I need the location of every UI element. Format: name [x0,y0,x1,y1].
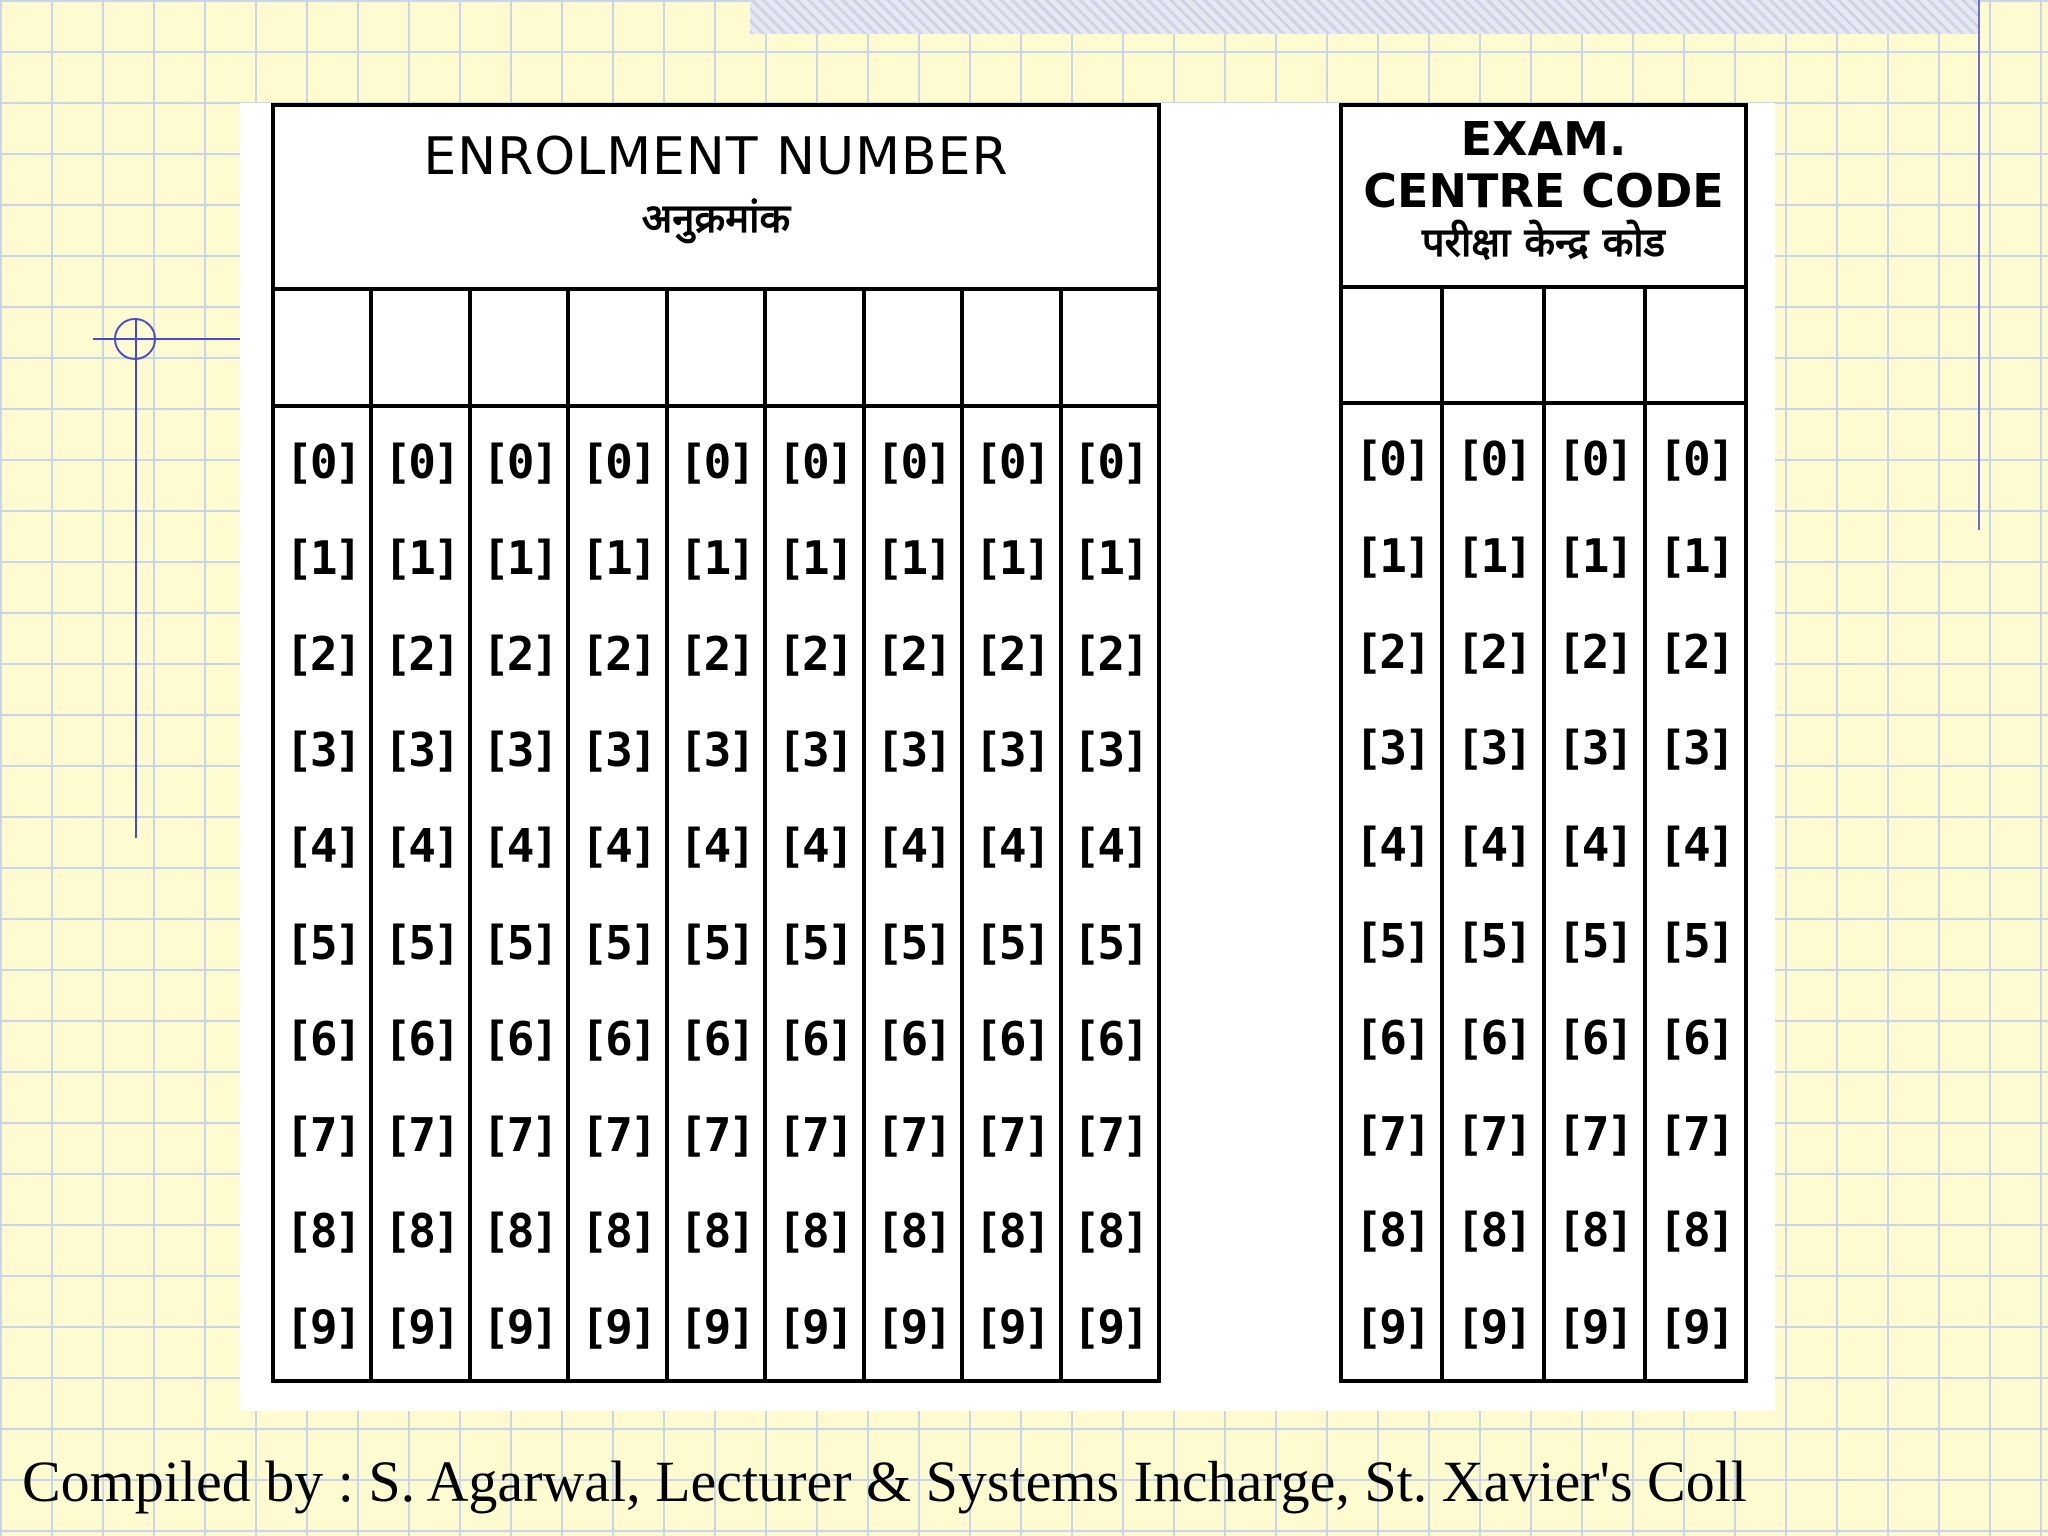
enrolment-digit-bubble[interactable]: [7] [285,1107,360,1162]
enrolment-digit-bubble[interactable]: [3] [974,723,1049,778]
enrolment-digit-bubble[interactable]: [1] [1072,531,1147,586]
enrolment-bubble-column [866,408,964,1379]
centre-entry-box[interactable] [1343,289,1444,401]
enrolment-digit-bubble[interactable]: [8] [875,1203,950,1258]
enrolment-digit-bubble[interactable]: [5] [1072,915,1147,970]
enrolment-digit-bubble[interactable]: [6] [1072,1011,1147,1066]
centre-digit-bubble[interactable]: [9] [1455,1299,1530,1354]
centre-digit-bubble[interactable]: [9] [1557,1299,1632,1354]
enrolment-digit-bubble[interactable]: [5] [875,915,950,970]
enrolment-digit-bubble[interactable]: [3] [383,723,458,778]
enrolment-digit-bubble[interactable]: [2] [974,627,1049,682]
enrolment-digit-bubble[interactable]: [4] [383,819,458,874]
enrolment-digit-bubble[interactable]: [8] [580,1203,655,1258]
enrolment-digit-bubble[interactable]: [1] [974,531,1049,586]
crosshair-vertical [135,318,137,838]
enrolment-entry-box[interactable] [669,291,767,404]
centre-digit-bubble[interactable]: [4] [1354,817,1429,872]
omr-sheet-image [240,103,1775,1411]
enrolment-number-block [271,103,1161,1383]
enrolment-digit-bubble[interactable]: [0] [875,435,950,490]
enrolment-digit-bubble[interactable]: [4] [974,819,1049,874]
enrolment-digit-bubble[interactable]: [1] [777,531,852,586]
enrolment-entry-box[interactable] [964,291,1062,404]
enrolment-entry-box[interactable] [570,291,668,404]
enrolment-bubble-column [1063,408,1157,1379]
enrolment-bubble-column [767,408,865,1379]
centre-digit-bubble[interactable]: [0] [1354,432,1429,487]
enrolment-digit-bubble[interactable]: [3] [777,723,852,778]
enrolment-digit-bubble[interactable]: [6] [383,1011,458,1066]
centre-entry-box[interactable] [1444,289,1545,401]
centre-digit-bubble[interactable]: [7] [1354,1106,1429,1161]
enrolment-digit-bubble[interactable]: [8] [678,1203,754,1258]
centre-digit-bubble[interactable]: [1] [1354,528,1429,583]
centre-digit-bubble[interactable]: [3] [1354,721,1429,776]
centre-digit-bubble[interactable]: [0] [1455,432,1530,487]
centre-digit-bubble[interactable]: [9] [1658,1299,1733,1354]
enrolment-digit-bubble[interactable]: [8] [285,1203,360,1258]
enrolment-digit-bubble[interactable]: [2] [383,627,458,682]
enrolment-digit-bubble[interactable]: [9] [285,1299,360,1354]
centre-digit-bubble[interactable]: [5] [1455,914,1530,969]
enrolment-digit-bubble[interactable]: [8] [974,1203,1049,1258]
centre-digit-bubble[interactable]: [5] [1354,914,1429,969]
enrolment-digit-bubble[interactable]: [0] [580,435,655,490]
enrolment-digit-bubble[interactable]: [3] [875,723,950,778]
enrolment-digit-bubble[interactable]: [3] [1072,723,1147,778]
enrolment-entry-box[interactable] [275,291,373,404]
enrolment-title-hindi: अनुक्रमांक [641,196,791,242]
enrolment-digit-bubble[interactable]: [9] [482,1299,557,1354]
enrolment-digit-bubble[interactable]: [3] [285,723,360,778]
centre-digit-bubble[interactable]: [3] [1455,721,1530,776]
enrolment-digit-bubble[interactable]: [6] [482,1011,557,1066]
enrolment-entry-box[interactable] [767,291,865,404]
enrolment-title: ENROLMENT NUMBER [423,127,1009,187]
enrolment-digit-bubble[interactable]: [7] [974,1107,1049,1162]
centre-digit-bubble[interactable]: [2] [1455,624,1530,679]
centre-digit-bubble[interactable]: [0] [1658,432,1733,487]
enrolment-digit-bubble[interactable]: [7] [383,1107,458,1162]
enrolment-entry-box[interactable] [472,291,570,404]
centre-digit-bubble[interactable]: [0] [1557,432,1632,487]
enrolment-digit-bubble[interactable]: [7] [580,1107,655,1162]
enrolment-digit-bubble[interactable]: [0] [383,435,458,490]
centre-digit-bubble[interactable]: [6] [1658,1010,1733,1065]
enrolment-entry-box[interactable] [1063,291,1157,404]
enrolment-bubble-column [472,408,570,1379]
centre-digit-bubble[interactable]: [4] [1455,817,1530,872]
centre-code-block [1339,103,1748,1383]
enrolment-bubble-column [373,408,471,1379]
enrolment-digit-bubble[interactable]: [7] [1072,1107,1147,1162]
enrolment-digit-bubble[interactable]: [5] [482,915,557,970]
centre-digit-bubble[interactable]: [6] [1455,1010,1530,1065]
centre-digit-bubble[interactable]: [7] [1557,1106,1632,1161]
enrolment-digit-bubble[interactable]: [0] [777,435,852,490]
centre-bubble-column [1647,405,1744,1379]
enrolment-digit-bubble[interactable]: [7] [482,1107,557,1162]
centre-digit-bubble[interactable]: [4] [1557,817,1632,872]
enrolment-digit-bubble[interactable]: [2] [1072,627,1147,682]
centre-digit-bubble[interactable]: [1] [1455,528,1530,583]
enrolment-digit-bubble[interactable]: [5] [383,915,458,970]
enrolment-digit-bubble[interactable]: [6] [678,1011,754,1066]
centre-digit-bubble[interactable]: [2] [1658,624,1733,679]
enrolment-entry-box[interactable] [866,291,964,404]
enrolment-digit-bubble[interactable]: [4] [1072,819,1147,874]
enrolment-digit-bubble[interactable]: [1] [383,531,458,586]
enrolment-digit-bubble[interactable]: [3] [580,723,655,778]
enrolment-digit-bubble[interactable]: [0] [974,435,1049,490]
centre-digit-bubble[interactable]: [6] [1557,1010,1632,1065]
enrolment-digit-bubble[interactable]: [4] [580,819,655,874]
centre-digit-bubble[interactable]: [8] [1354,1203,1429,1258]
enrolment-entry-boxes [275,291,1157,408]
centre-digit-bubble[interactable]: [8] [1557,1203,1632,1258]
centre-digit-bubble[interactable]: [2] [1354,624,1429,679]
enrolment-digit-bubble[interactable]: [5] [285,915,360,970]
enrolment-digit-bubble[interactable]: [5] [777,915,852,970]
centre-header [1343,107,1744,289]
centre-digit-bubble[interactable]: [9] [1354,1299,1429,1354]
enrolment-digit-bubble[interactable]: [8] [1072,1203,1147,1258]
enrolment-digit-bubble[interactable]: [9] [1072,1299,1147,1354]
centre-digit-bubble[interactable]: [7] [1455,1106,1530,1161]
enrolment-digit-bubble[interactable]: [8] [482,1203,557,1258]
enrolment-digit-bubble[interactable]: [9] [580,1299,655,1354]
enrolment-digit-bubble[interactable]: [4] [678,819,754,874]
enrolment-digit-bubble[interactable]: [9] [974,1299,1049,1354]
enrolment-digit-bubble[interactable]: [2] [285,627,360,682]
enrolment-digit-bubble[interactable]: [6] [875,1011,950,1066]
enrolment-digit-bubble[interactable]: [9] [383,1299,458,1354]
enrolment-digit-bubble[interactable]: [0] [678,435,754,490]
enrolment-digit-bubble[interactable]: [6] [580,1011,655,1066]
centre-digit-bubble[interactable]: [5] [1658,914,1733,969]
centre-digit-bubble[interactable]: [8] [1658,1203,1733,1258]
centre-title-hindi: परीक्षा केन्द्र कोड [1421,220,1666,266]
enrolment-digit-bubble[interactable]: [9] [875,1299,950,1354]
enrolment-digit-bubble[interactable]: [1] [678,531,754,586]
enrolment-entry-box[interactable] [373,291,471,404]
enrolment-digit-bubble[interactable]: [4] [285,819,360,874]
enrolment-bubble-grid [275,408,1157,1379]
decorative-vertical-line [1978,0,1980,530]
enrolment-digit-bubble[interactable]: [1] [875,531,950,586]
enrolment-digit-bubble[interactable]: [2] [678,627,754,682]
enrolment-digit-bubble[interactable]: [6] [285,1011,360,1066]
enrolment-digit-bubble[interactable]: [2] [875,627,950,682]
enrolment-digit-bubble[interactable]: [2] [482,627,557,682]
enrolment-digit-bubble[interactable]: [0] [482,435,557,490]
enrolment-digit-bubble[interactable]: [7] [875,1107,950,1162]
crosshair-circle-icon [114,318,156,360]
centre-digit-bubble[interactable]: [7] [1658,1106,1733,1161]
enrolment-digit-bubble[interactable]: [6] [777,1011,852,1066]
centre-digit-bubble[interactable]: [4] [1658,817,1733,872]
enrolment-bubble-column [669,408,767,1379]
centre-entry-box[interactable] [1546,289,1647,401]
enrolment-digit-bubble[interactable]: [7] [678,1107,754,1162]
enrolment-digit-bubble[interactable]: [1] [580,531,655,586]
enrolment-digit-bubble[interactable]: [1] [285,531,360,586]
centre-bubble-column [1546,405,1647,1379]
centre-bubble-column [1444,405,1545,1379]
centre-entry-boxes [1343,289,1744,405]
enrolment-bubble-column [964,408,1062,1379]
enrolment-digit-bubble[interactable]: [4] [777,819,852,874]
enrolment-digit-bubble[interactable]: [4] [482,819,557,874]
footer-credit: Compiled by : S. Agarwal, Lecturer & Systems Incharge, St. Xavier's Coll [22,1449,1747,1514]
enrolment-header [275,107,1157,291]
centre-bubble-column [1343,405,1444,1379]
enrolment-digit-bubble[interactable]: [3] [678,723,754,778]
enrolment-digit-bubble[interactable]: [6] [974,1011,1049,1066]
enrolment-digit-bubble[interactable]: [9] [678,1299,754,1354]
centre-digit-bubble[interactable]: [3] [1658,721,1733,776]
enrolment-digit-bubble[interactable]: [7] [777,1107,852,1162]
enrolment-bubble-column [275,408,373,1379]
centre-digit-bubble[interactable]: [1] [1557,528,1632,583]
centre-digit-bubble[interactable]: [8] [1455,1203,1530,1258]
enrolment-digit-bubble[interactable]: [5] [580,915,655,970]
enrolment-digit-bubble[interactable]: [9] [777,1299,852,1354]
enrolment-digit-bubble[interactable]: [4] [875,819,950,874]
enrolment-digit-bubble[interactable]: [0] [1072,435,1147,490]
centre-title-line1: EXAM. [1460,112,1627,166]
enrolment-digit-bubble[interactable]: [5] [974,915,1049,970]
enrolment-digit-bubble[interactable]: [3] [482,723,557,778]
enrolment-digit-bubble[interactable]: [8] [383,1203,458,1258]
centre-digit-bubble[interactable]: [2] [1557,624,1632,679]
enrolment-digit-bubble[interactable]: [8] [777,1203,852,1258]
centre-digit-bubble[interactable]: [5] [1557,914,1632,969]
top-decorative-band [750,0,1980,34]
centre-digit-bubble[interactable]: [1] [1658,528,1733,583]
enrolment-digit-bubble[interactable]: [2] [777,627,852,682]
centre-digit-bubble[interactable]: [6] [1354,1010,1429,1065]
centre-entry-box[interactable] [1647,289,1744,401]
enrolment-digit-bubble[interactable]: [1] [482,531,557,586]
enrolment-digit-bubble[interactable]: [5] [678,915,754,970]
enrolment-digit-bubble[interactable]: [2] [580,627,655,682]
centre-digit-bubble[interactable]: [3] [1557,721,1632,776]
centre-bubble-grid [1343,405,1744,1379]
enrolment-digit-bubble[interactable]: [0] [285,435,360,490]
enrolment-bubble-column [570,408,668,1379]
centre-title-line2: CENTRE CODE [1363,164,1724,218]
